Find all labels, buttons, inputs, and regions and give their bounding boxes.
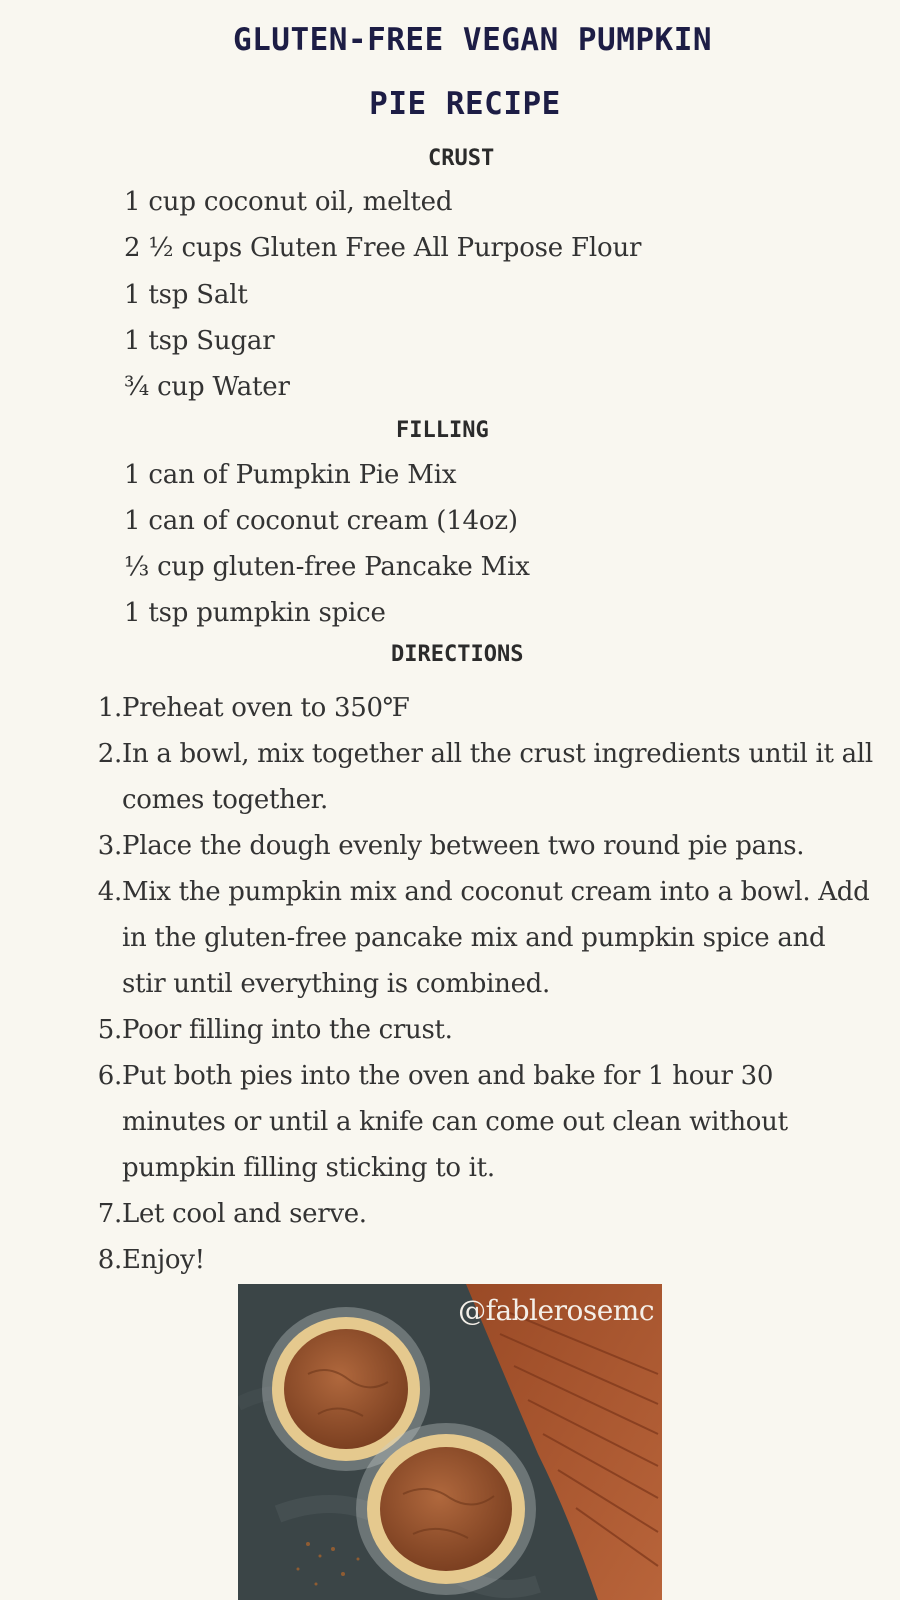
ingredient-item: 2 ½ cups Gluten Free All Purpose Flour: [124, 233, 642, 263]
step-number: 1.: [97, 693, 122, 723]
step-number: 5.: [97, 1015, 122, 1045]
pie-bottom: [356, 1423, 536, 1595]
ingredient-item: 1 cup coconut oil, melted: [124, 187, 453, 217]
pie-illustration: [238, 1284, 662, 1600]
ingredient-item: 1 can of coconut cream (14oz): [124, 506, 518, 536]
step-text: Let cool and serve.: [122, 1199, 367, 1229]
step-text: Enjoy!: [122, 1245, 205, 1275]
ingredient-item: 1 tsp Sugar: [124, 326, 275, 356]
ingredient-item: 1 tsp pumpkin spice: [124, 598, 386, 628]
step-number: 2.: [97, 739, 122, 769]
step-text: Preheat oven to 350℉: [122, 693, 410, 723]
step-number: 7.: [97, 1199, 122, 1229]
step-text: Put both pies into the oven and bake for 1 hour 30 minutes or until a knife can come out clean without pumpkin filling sticking to it.: [122, 1061, 788, 1183]
step-text: Mix the pumpkin mix and coconut cream into a bowl. Add in the gluten-free pancake mix and pumpkin spice and stir until everything is combined.: [122, 877, 870, 999]
direction-step: [86, 685, 876, 731]
ingredient-item: ¾ cup Water: [124, 372, 290, 402]
direction-step: [86, 1053, 876, 1191]
directions-list: [86, 685, 876, 1283]
direction-step: [86, 1191, 876, 1237]
step-number: 3.: [97, 831, 122, 861]
direction-step: [86, 869, 876, 1007]
direction-step: [86, 823, 876, 869]
direction-step: [86, 1007, 876, 1053]
step-number: 4.: [97, 877, 122, 907]
direction-step: [86, 1237, 876, 1283]
recipe-title-line-1: GLUTEN-FREE VEGAN PUMPKIN: [232, 22, 713, 58]
filling-heading: FILLING: [396, 418, 489, 443]
direction-step: [86, 731, 876, 823]
step-text: Poor filling into the crust.: [122, 1015, 453, 1045]
step-text: Place the dough evenly between two round pie pans.: [122, 831, 805, 861]
step-number: 8.: [97, 1245, 122, 1275]
recipe-title-line-2: PIE RECIPE: [369, 86, 561, 122]
step-number: 6.: [97, 1061, 122, 1091]
crust-heading: CRUST: [428, 146, 495, 171]
ingredient-item: ⅓ cup gluten-free Pancake Mix: [124, 552, 530, 582]
photo-watermark: @fablerosemc: [458, 1294, 654, 1327]
pumpkin-pie-photo: [238, 1284, 662, 1600]
directions-heading: DIRECTIONS: [391, 642, 524, 667]
ingredient-item: 1 can of Pumpkin Pie Mix: [124, 460, 457, 490]
ingredient-item: 1 tsp Salt: [124, 280, 248, 310]
step-text: In a bowl, mix together all the crust ingredients until it all comes together.: [122, 739, 873, 815]
